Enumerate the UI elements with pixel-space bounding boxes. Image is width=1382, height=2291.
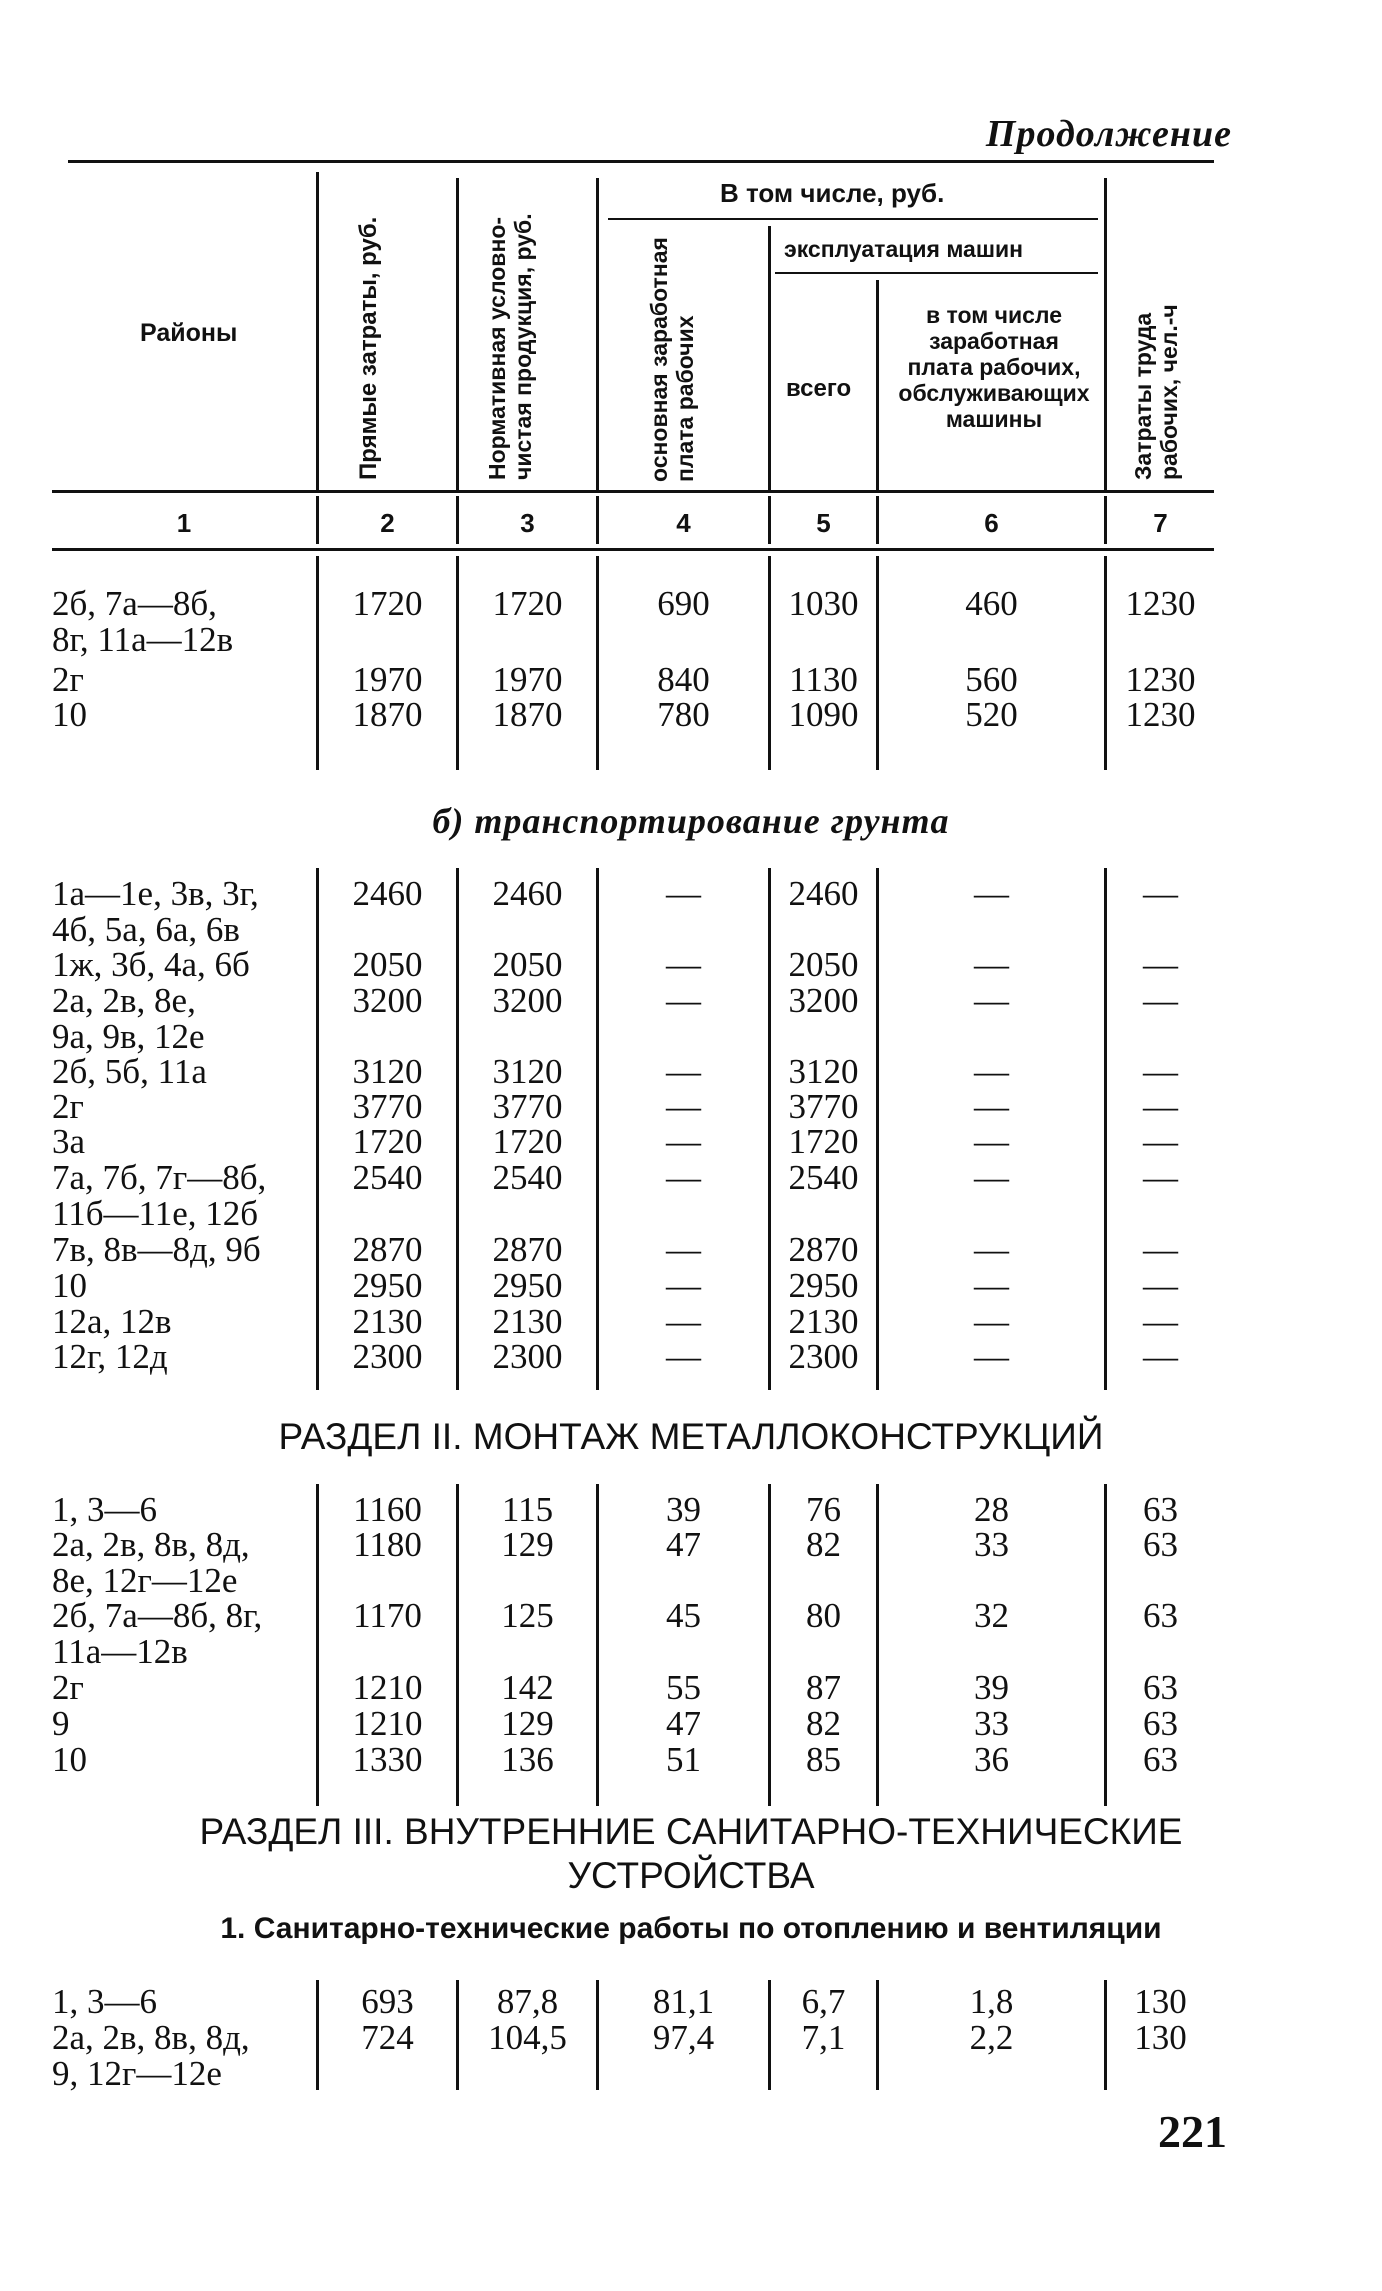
cell-c5: 2870 — [788, 1230, 859, 1269]
cell-c5: 1720 — [788, 1122, 859, 1161]
cell-c2: 2950 — [352, 1266, 423, 1305]
cell-c3: 129 — [501, 1525, 554, 1564]
cell-c6: — — [974, 1337, 1009, 1376]
cell-c7: — — [1143, 1266, 1178, 1305]
row-region: 3а — [52, 1122, 86, 1161]
colnum-1: 1 — [176, 508, 192, 538]
row-region: 1, 3—6 — [52, 1982, 157, 2021]
row-region: 1ж, 3б, 4а, 6б — [52, 945, 250, 984]
cell-c5: 1090 — [788, 695, 859, 734]
cell-c4: — — [666, 1302, 701, 1341]
cell-c3: 3770 — [492, 1087, 563, 1126]
cell-c6: — — [974, 1087, 1009, 1126]
row-region: 2г — [52, 660, 84, 699]
hdr-vrule-3 — [596, 178, 599, 490]
cell-c3: 136 — [501, 1740, 554, 1779]
section3-title-line1: РАЗДЕЛ III. ВНУТРЕННИЕ САНИТАРНО-ТЕХНИЧЕСКИЕ — [199, 1811, 1183, 1852]
cell-c7: 1230 — [1125, 695, 1196, 734]
cell-c6: — — [974, 1230, 1009, 1269]
colnum-6: 6 — [984, 508, 999, 538]
cell-c3: 2130 — [492, 1302, 563, 1341]
cell-c3: 87,8 — [496, 1982, 559, 2021]
cell-c3: 2050 — [492, 945, 563, 984]
row-region: 2б, 7а—8б, 8г, 11а—12в — [52, 584, 234, 659]
cell-c5: 2540 — [788, 1158, 859, 1197]
cell-c3: 3200 — [492, 981, 563, 1020]
cell-c2: 1720 — [352, 584, 423, 623]
cell-c2: 724 — [361, 2018, 414, 2057]
cell-c4: — — [666, 1052, 701, 1091]
cell-c5: 2050 — [788, 945, 859, 984]
cell-c2: 1330 — [352, 1740, 423, 1779]
cell-c5: 85 — [806, 1740, 841, 1779]
cell-c6: 28 — [974, 1490, 1009, 1529]
cell-c4: — — [666, 1087, 701, 1126]
colnum-7: 7 — [1153, 508, 1168, 538]
cell-c7: — — [1143, 1337, 1178, 1376]
cell-c7: 130 — [1134, 2018, 1187, 2057]
row-region: 9 — [52, 1704, 70, 1743]
cell-c2: 1870 — [352, 695, 423, 734]
cell-c7: 63 — [1143, 1596, 1178, 1635]
cell-c7: 63 — [1143, 1490, 1178, 1529]
header-main-wage: основная заработная плата рабочих — [646, 237, 698, 482]
cell-c5: 2130 — [788, 1302, 859, 1341]
cell-c5: 82 — [806, 1525, 841, 1564]
cell-c4: 39 — [666, 1490, 701, 1529]
cell-c4: — — [666, 945, 701, 984]
cell-c7: — — [1143, 945, 1178, 984]
cell-c3: 104,5 — [488, 2018, 567, 2057]
header-incl-wage-machine: в том числе заработная плата рабочих, обслуживающих машины — [898, 302, 1090, 432]
cell-c2: 2300 — [352, 1337, 423, 1376]
cell-c2: 1180 — [353, 1525, 422, 1564]
row-region: 1а—1е, 3в, 3г, 4б, 5а, 6а, 6в — [52, 874, 259, 949]
cell-c6: — — [974, 1052, 1009, 1091]
cell-c5: 2300 — [788, 1337, 859, 1376]
cell-c2: 2050 — [352, 945, 423, 984]
cell-c5: 1030 — [788, 584, 859, 623]
row-region: 10 — [52, 1266, 87, 1305]
hdr-vrule-5 — [876, 280, 879, 490]
cell-c2: 2540 — [352, 1158, 423, 1197]
cell-c2: 3120 — [352, 1052, 423, 1091]
colnum-3: 3 — [520, 508, 535, 538]
row-region: 2а, 2в, 8е, 9а, 9в, 12е — [52, 981, 205, 1056]
cell-c2: 2870 — [352, 1230, 423, 1269]
cell-c7: 1230 — [1125, 584, 1196, 623]
cell-c2: 3200 — [352, 981, 423, 1020]
cell-c6: — — [974, 945, 1009, 984]
cell-c7: — — [1143, 1122, 1178, 1161]
cell-c5: 1130 — [789, 660, 858, 699]
row-region: 2а, 2в, 8в, 8д, 8е, 12г—12е — [52, 1525, 250, 1600]
cell-c2: 1210 — [352, 1704, 423, 1743]
cell-c3: 125 — [501, 1596, 554, 1635]
including-rule — [608, 218, 1098, 220]
cell-c6: 32 — [974, 1596, 1009, 1635]
section3-subtitle: 1. Санитарно-технические работы по отоплению и вентиляции — [220, 1912, 1162, 1945]
cell-c2: 1210 — [352, 1668, 423, 1707]
header-regions: Районы — [140, 319, 238, 347]
colnum-2: 2 — [380, 508, 395, 538]
cell-c5: 87 — [806, 1668, 841, 1707]
hdr-vrule-1 — [316, 172, 319, 490]
cell-c6: — — [974, 1122, 1009, 1161]
cell-c7: 63 — [1143, 1525, 1178, 1564]
cell-c5: 3120 — [788, 1052, 859, 1091]
header-machine-operation: эксплуатация машин — [784, 236, 1024, 262]
cell-c4: 45 — [666, 1596, 701, 1635]
cell-c7: — — [1143, 1230, 1178, 1269]
header-bottom-rule — [52, 490, 1214, 493]
cell-c3: 1720 — [492, 584, 563, 623]
cell-c3: 3120 — [492, 1052, 563, 1091]
hdr-vrule-4 — [768, 226, 771, 490]
cell-c6: — — [974, 1266, 1009, 1305]
cell-c3: 1720 — [492, 1122, 563, 1161]
header-direct-costs: Прямые затраты, руб. — [355, 216, 382, 480]
cell-c4: 690 — [657, 584, 710, 623]
cell-c2: 2460 — [352, 874, 423, 913]
cell-c5: 2460 — [788, 874, 859, 913]
cell-c6: 36 — [974, 1740, 1009, 1779]
hdr-vrule-2 — [456, 178, 459, 490]
cell-c2: 1170 — [353, 1596, 422, 1635]
cell-c6: — — [974, 1158, 1009, 1197]
row-region: 12г, 12д — [52, 1337, 168, 1376]
cell-c4: 47 — [666, 1704, 701, 1743]
cell-c6: 2,2 — [969, 2018, 1014, 2057]
cell-c6: — — [974, 981, 1009, 1020]
cell-c7: — — [1143, 874, 1178, 913]
cell-c4: 780 — [657, 695, 710, 734]
hdr-vrule-6 — [1104, 178, 1107, 490]
header-total: всего — [786, 375, 852, 402]
cell-c5: 3200 — [788, 981, 859, 1020]
cell-c3: 115 — [501, 1490, 554, 1529]
cell-c7: 63 — [1143, 1668, 1178, 1707]
cell-c2: 1720 — [352, 1122, 423, 1161]
row-region: 1, 3—6 — [52, 1490, 157, 1529]
cell-c5: 2950 — [788, 1266, 859, 1305]
row-region: 2а, 2в, 8в, 8д, 9, 12г—12е — [52, 2018, 250, 2093]
cell-c3: 2540 — [492, 1158, 563, 1197]
cell-c2: 2130 — [352, 1302, 423, 1341]
cell-c6: — — [974, 874, 1009, 913]
header-including: В том числе, руб. — [720, 178, 945, 208]
cell-c6: — — [974, 1302, 1009, 1341]
cell-c3: 2460 — [492, 874, 563, 913]
cell-c6: 520 — [965, 695, 1018, 734]
row-region: 2б, 5б, 11а — [52, 1052, 207, 1091]
cell-c3: 129 — [501, 1704, 554, 1743]
cell-c3: 2870 — [492, 1230, 563, 1269]
row-region: 7а, 7б, 7г—8б, 11б—11е, 12б — [52, 1158, 267, 1233]
cell-c4: — — [666, 1266, 701, 1305]
header-labor-costs: Затраты труда рабочих, чел.-ч — [1130, 304, 1182, 480]
cell-c2: 1160 — [353, 1490, 422, 1529]
cell-c6: 39 — [974, 1668, 1009, 1707]
cell-c4: — — [666, 1230, 701, 1269]
cell-c7: — — [1143, 1158, 1178, 1197]
cell-c5: 80 — [806, 1596, 841, 1635]
cell-c4: — — [666, 981, 701, 1020]
row-region: 12а, 12в — [52, 1302, 172, 1341]
cell-c5: 82 — [806, 1704, 841, 1743]
cell-c4: — — [666, 1158, 701, 1197]
cell-c7: — — [1143, 981, 1178, 1020]
row-region: 7в, 8в—8д, 9б — [52, 1230, 261, 1269]
block2-title: б) транспортирование грунта — [432, 801, 950, 841]
header-top-rule — [68, 160, 1214, 163]
cell-c5: 6,7 — [801, 1982, 846, 2021]
cell-c4: 47 — [666, 1525, 701, 1564]
cell-c7: — — [1143, 1087, 1178, 1126]
cell-c6: 33 — [974, 1525, 1009, 1564]
row-region: 10 — [52, 695, 87, 734]
cell-c7: 130 — [1134, 1982, 1187, 2021]
cell-c3: 2950 — [492, 1266, 563, 1305]
section3-title-line2: УСТРОЙСТВА — [567, 1855, 815, 1896]
row-region: 2г — [52, 1087, 84, 1126]
cell-c2: 1970 — [352, 660, 423, 699]
cell-c3: 2300 — [492, 1337, 563, 1376]
cell-c7: 63 — [1143, 1740, 1178, 1779]
row-region: 10 — [52, 1740, 87, 1779]
cell-c7: — — [1143, 1052, 1178, 1091]
continuation-label: Продолжение — [985, 113, 1232, 155]
row-region: 2б, 7а—8б, 8г, 11а—12в — [52, 1596, 263, 1671]
cell-c4: 840 — [657, 660, 710, 699]
cell-c6: 1,8 — [969, 1982, 1014, 2021]
cell-c5: 7,1 — [801, 2018, 846, 2057]
cell-c6: 560 — [965, 660, 1018, 699]
cell-c2: 3770 — [352, 1087, 423, 1126]
cell-c4: — — [666, 874, 701, 913]
page-number: 221 — [1158, 2106, 1227, 2157]
colnum-5: 5 — [816, 508, 831, 538]
cell-c4: — — [666, 1337, 701, 1376]
cell-c5: 76 — [806, 1490, 841, 1529]
cell-c2: 693 — [361, 1982, 414, 2021]
cell-c4: 55 — [666, 1668, 701, 1707]
cell-c4: — — [666, 1122, 701, 1161]
colnum-bottom-rule — [52, 548, 1214, 551]
cell-c7: 1230 — [1125, 660, 1196, 699]
machines-rule — [775, 272, 1098, 274]
cell-c6: 33 — [974, 1704, 1009, 1743]
row-region: 2г — [52, 1668, 84, 1707]
cell-c5: 3770 — [788, 1087, 859, 1126]
cell-c7: — — [1143, 1302, 1178, 1341]
cell-c3: 1970 — [492, 660, 563, 699]
cell-c7: 63 — [1143, 1704, 1178, 1743]
header-normative-product: Нормативная условно-чистая продукция, руб. — [484, 213, 536, 480]
cell-c4: 97,4 — [652, 2018, 715, 2057]
cell-c3: 1870 — [492, 695, 563, 734]
colnum-4: 4 — [676, 508, 691, 538]
cell-c3: 142 — [501, 1668, 554, 1707]
cell-c4: 51 — [666, 1740, 701, 1779]
cell-c6: 460 — [965, 584, 1018, 623]
section2-title: РАЗДЕЛ II. МОНТАЖ МЕТАЛЛОКОНСТРУКЦИЙ — [278, 1416, 1104, 1457]
cell-c4: 81,1 — [652, 1982, 715, 2021]
